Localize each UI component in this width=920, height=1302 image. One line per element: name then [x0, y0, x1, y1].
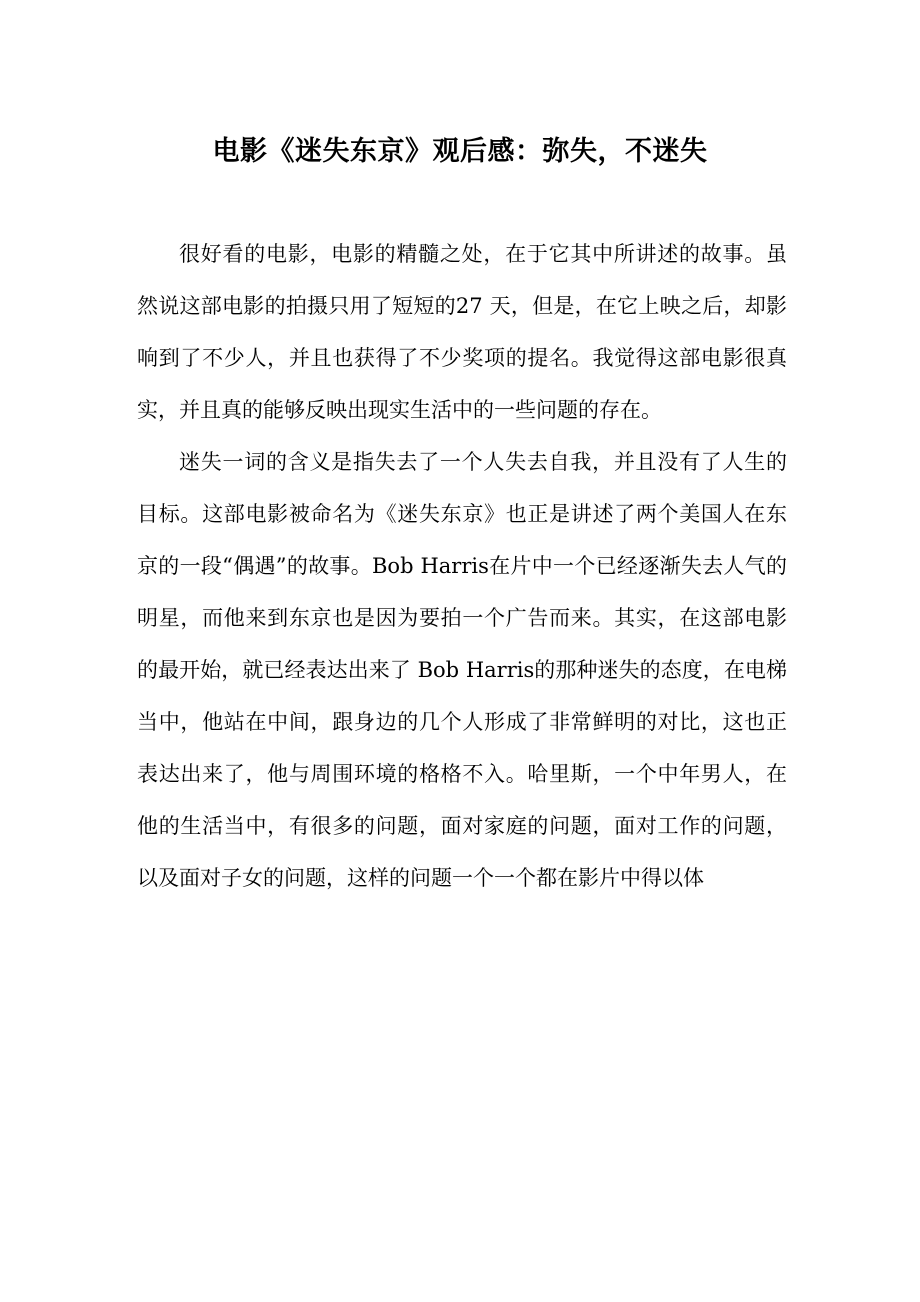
document-body [137, 228, 787, 904]
document-title: 电影《迷失东京》观后感：弥失，不迷失 [212, 136, 708, 167]
paragraph-2: 迷失一词的含义是指失去了一个人失去自我，并且没有了人生的目标。这部电影被命名为《迷失东京》也正是讲述了两个美国人在东京的一段“偶遇”的故事。Bob Harris在片中一个已经逐渐失去人气的明星，而他来到东京也是因为要拍一个广告而来。其实，在这部电影的最开始，就已经表达出来了 Bob Harris的那种迷失的态度，在电梯当中，他站在中间，跟身边的几个人形成了非常鲜明的对比，这也正表达出来了，他与周围环境的格格不入。哈里斯，一个中年男人，在他的生活当中，有很多的问题，面对家庭的问题，面对工作的问题，以及面对子女的问题，这样的问题一个一个都在影片中得以体 [137, 450, 787, 890]
paragraph-1: 很好看的电影，电影的精髓之处，在于它其中所讲述的故事。虽然说这部电影的拍摄只用了短短的27 天，但是，在它上映之后，却影响到了不少人，并且也获得了不少奖项的提名。我觉得这部电影很真实，并且真的能够反映出现实生活中的一些问题的存在。 [137, 242, 787, 422]
